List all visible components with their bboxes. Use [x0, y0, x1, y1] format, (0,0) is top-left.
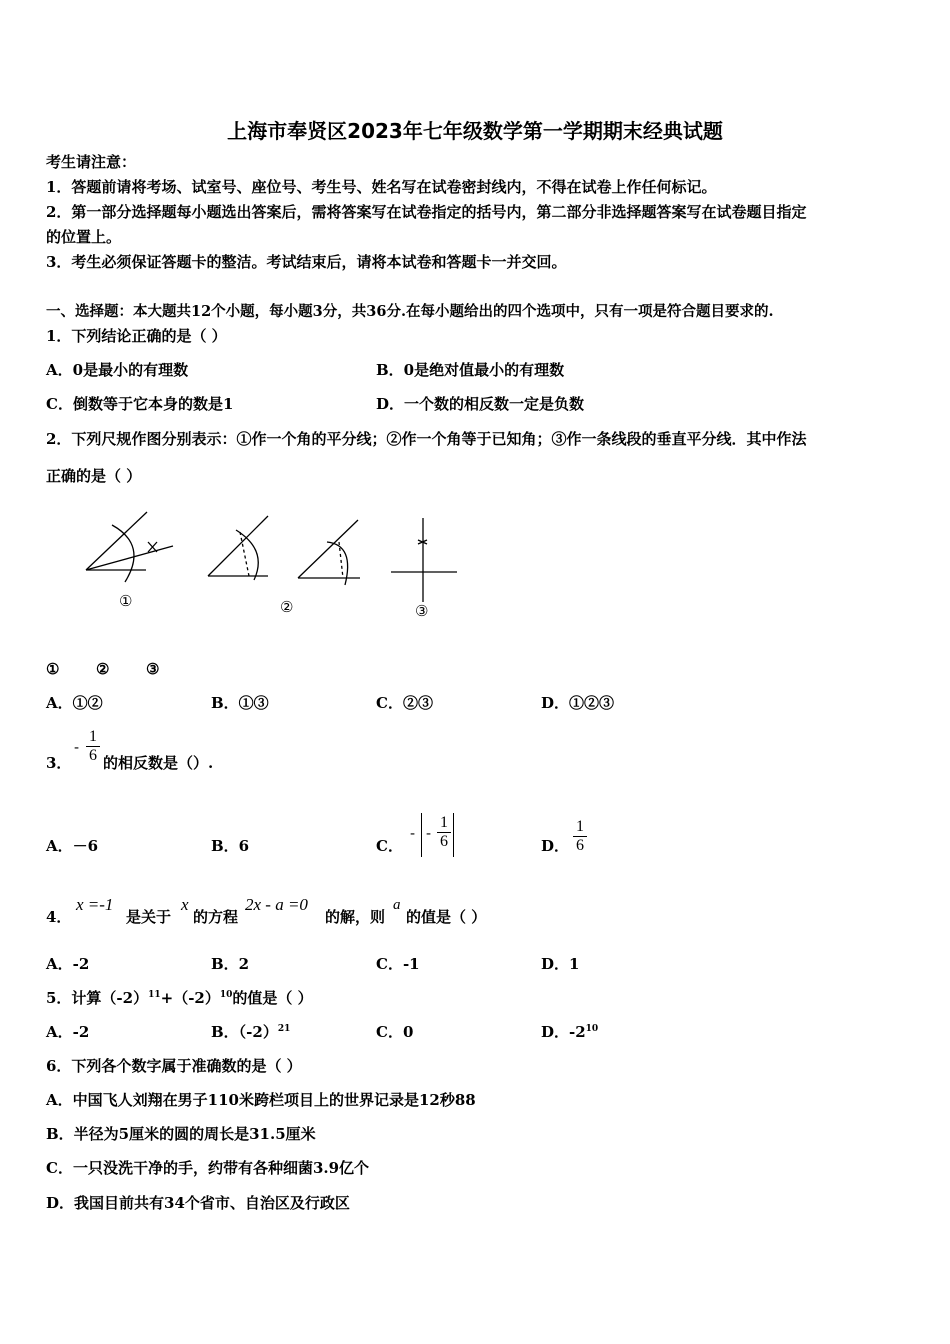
figure-3-label: ③	[415, 602, 429, 620]
q4-option-d: D．1	[541, 955, 580, 973]
q5-exponent: 11	[148, 990, 161, 1000]
q3-option-d-label: D．	[541, 837, 570, 855]
fraction-denominator: 6	[440, 833, 448, 850]
q4-option-b: B．2	[211, 955, 250, 973]
q4-option-a: A．-2	[46, 955, 90, 973]
notice-item: 2．第一部分选择题每小题选出答案后，需将答案写在试卷指定的括号内，第二部分非选择题答案写在试卷题目指定	[46, 203, 807, 221]
q2-option-b: B．①③	[211, 694, 269, 712]
q3-number: 3．	[46, 754, 72, 772]
q6-option-d: D．我国目前共有34个省市、自治区及行政区	[46, 1194, 350, 1212]
q3-option-c-fraction	[437, 814, 451, 851]
q2-row-label-3: ③	[146, 660, 160, 678]
q1-option-b: B．0是绝对值最小的有理数	[376, 361, 565, 379]
q5-option-d-base: D．-2	[541, 1023, 586, 1041]
q6-option-c: C．一只没洗干净的手，约带有各种细菌3.9亿个	[46, 1159, 370, 1177]
q6-option-a: A．中国飞人刘翔在男子110米跨栏项目上的世界记录是12秒88	[46, 1091, 476, 1109]
q5-part: 的值是（ ）	[232, 989, 313, 1007]
q3-option-d-fraction	[573, 818, 587, 855]
q2-stem-cont: 正确的是（ ）	[46, 467, 142, 485]
page-title: 上海市奉贤区2023年七年级数学第一学期期末经典试题	[227, 119, 723, 143]
fraction-numerator: 1	[440, 814, 448, 831]
q4-equation: 2x - a =0	[245, 895, 308, 914]
notice-item: 3．考生必须保证答题卡的整洁。考试结束后，请将本试卷和答题卡一并交回。	[46, 253, 567, 271]
q3-fraction	[86, 728, 100, 765]
q3-stem-tail: 的相反数是（）.	[103, 754, 214, 772]
q6-stem: 6．下列各个数字属于准确数的是（ ）	[46, 1057, 302, 1075]
q5-part: +（-2）	[160, 989, 220, 1007]
q5-exponent: 10	[219, 990, 233, 1000]
q4-option-c: C．-1	[376, 955, 420, 973]
q5-option-b	[211, 1025, 290, 1040]
figure-1-label: ①	[119, 592, 133, 610]
q5-stem	[46, 991, 313, 1006]
q2-option-d: D．①②③	[541, 694, 615, 712]
q3-option-b: B．6	[211, 837, 250, 855]
q2-option-c: C．②③	[376, 694, 433, 712]
q4-text: 的方程	[193, 908, 239, 926]
q1-stem: 1．下列结论正确的是（ ）	[46, 327, 227, 345]
q1-option-c: C．倒数等于它本身的数是1	[46, 395, 234, 413]
q5-part: 5．计算（-2）	[46, 989, 149, 1007]
q3-option-a: A．－6	[46, 837, 99, 855]
q2-stem: 2．下列尺规作图分别表示：①作一个角的平分线；②作一个角等于已知角；③作一条线段的垂直平分线．其中作法	[46, 430, 807, 448]
q2-option-a: A．①②	[46, 694, 103, 712]
q4-var-x: x	[181, 895, 189, 914]
notice-item: 的位置上。	[46, 228, 122, 246]
q5-option-d	[541, 1025, 598, 1040]
q5-option-d-exponent: 10	[585, 1024, 599, 1034]
q5-option-b-exponent: 21	[277, 1024, 291, 1034]
section-heading: 一、选择题：本大题共12个小题，每小题3分，共36分.在每小题给出的四个选项中，只有一项是符合题目要求的.	[46, 303, 774, 320]
q4-var-a: a	[393, 897, 401, 913]
fraction-denominator: 6	[576, 837, 584, 854]
q3-option-c-label: C．	[376, 837, 403, 855]
q3-option-c-inner-minus: -	[426, 824, 432, 842]
q3-fraction-numerator: 1	[89, 728, 97, 745]
q3-fraction-denominator: 6	[89, 747, 97, 764]
q2-row-label-1: ①	[46, 660, 60, 678]
notice-heading: 考生请注意：	[46, 153, 137, 171]
q5-option-c: C．0	[376, 1023, 414, 1041]
q5-option-a: A．-2	[46, 1023, 90, 1041]
figure-1-angle-bisector	[86, 512, 173, 582]
q1-option-a: A．0是最小的有理数	[46, 361, 189, 379]
q3-minus: -	[74, 738, 80, 756]
abs-bar-right	[453, 813, 454, 857]
q4-text: 的值是（ ）	[406, 908, 487, 926]
abs-bar-left	[421, 813, 422, 857]
q4-number: 4．	[46, 908, 72, 926]
q4-text: 的解，则	[325, 908, 386, 926]
figure-2-angle-copy-b	[298, 520, 360, 585]
q3-option-c-outer-minus: -	[410, 824, 416, 842]
q6-option-b: B．半径为5厘米的圆的周长是31.5厘米	[46, 1125, 316, 1143]
figure-2-label: ②	[280, 598, 294, 616]
notice-item: 1．答题前请将考场、试室号、座位号、考生号、姓名写在试卷密封线内，不得在试卷上作任何标记。	[46, 178, 717, 196]
q4-equation-x: x =-1	[76, 895, 114, 914]
q1-option-d: D．一个数的相反数一定是负数	[376, 395, 585, 413]
figure-3-perpendicular-bisector	[391, 518, 457, 602]
q5-option-b-base: B．（-2）	[211, 1023, 278, 1041]
fraction-numerator: 1	[576, 818, 584, 835]
figure-2-angle-copy-a	[208, 516, 268, 580]
q4-text: 是关于	[126, 908, 172, 926]
q2-row-label-2: ②	[96, 660, 110, 678]
